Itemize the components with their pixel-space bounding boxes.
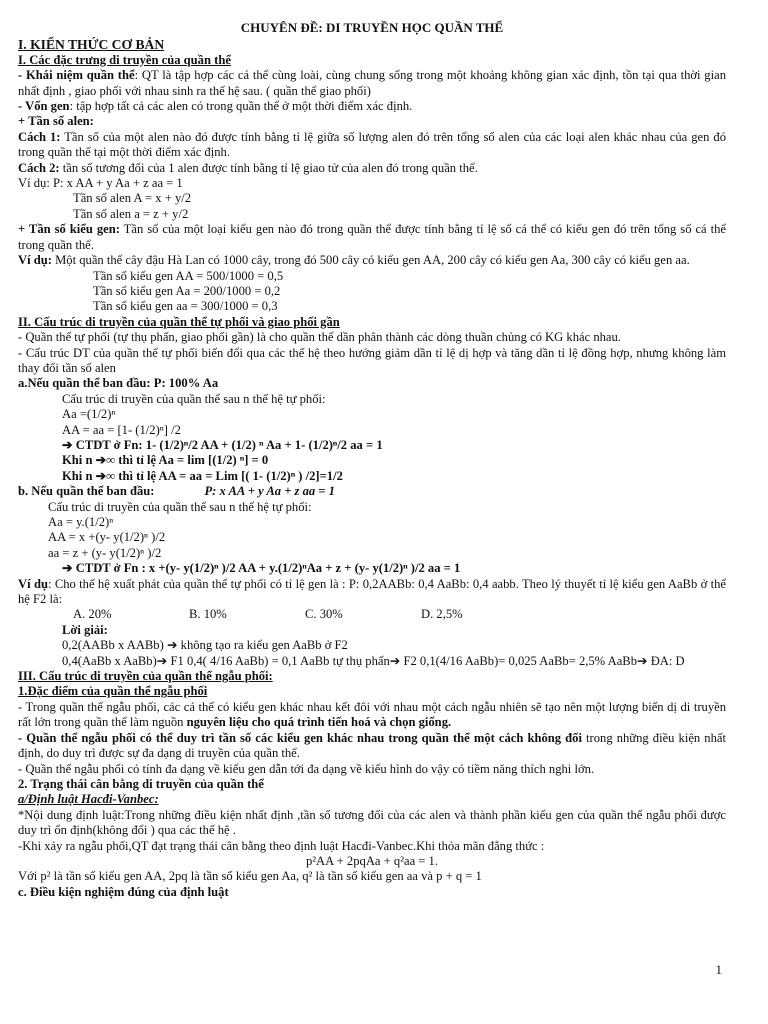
option-d: D. 2,5% xyxy=(421,607,463,622)
paragraph xyxy=(18,700,726,731)
subsection-heading: 2. Trạng thái cân bằng di truyền của quần thể xyxy=(18,776,264,791)
example-line: Ví dụ: P: x AA + y Aa + z aa = 1 xyxy=(18,176,183,191)
option-a: A. 20% xyxy=(73,607,112,622)
method-label: Cách 2: xyxy=(18,160,60,175)
term-label: + Tần số kiểu gen: xyxy=(18,222,120,237)
paragraph-cach-1 xyxy=(18,130,726,161)
paragraph-tan-so-kieu-gen xyxy=(18,222,726,253)
law-heading: a/Định luật Hacđi-Vanbec: xyxy=(18,792,159,807)
paragraph-von-gen xyxy=(18,99,726,114)
method-text: Tần số của một alen nào đó được tính bằng tỉ lệ giữa số lượng alen đó trên tổng số alen của các loại alen khác nhau của gen đó trong quần thể tại một thời điểm xác định. xyxy=(18,129,727,160)
page-title: CHUYÊN ĐỀ: DI TRUYỀN HỌC QUẦN THỂ xyxy=(240,20,504,35)
paragraph-text: trong những điều kiện nhất định, do duy trì được sự đa dạng di truyền của quần thể. xyxy=(18,730,726,761)
paragraph xyxy=(18,731,726,762)
formula-line: Tần số kiểu gen Aa = 200/1000 = 0,2 xyxy=(93,283,281,298)
paragraph: - Cấu trúc DT của quần thể tự phối biến đổi qua các thế hệ theo hướng giảm dần tỉ lệ dị hợp và tăng dần tỉ lệ đồng hợp, nhưng không làm thay đổi tần số alen xyxy=(18,345,726,375)
case-a-heading: a.Nếu quần thể ban đầu: P: 100% Aa xyxy=(18,376,219,391)
formula-line: Aa =(1/2)ⁿ xyxy=(62,407,116,422)
paragraph-quan-the xyxy=(18,68,726,99)
term-text: : tập hợp tất cả các alen có trong quần thể ở một thời điểm xác định. xyxy=(69,99,413,114)
heading-tan-so-alen: + Tần số alen: xyxy=(18,114,94,129)
formula-line: Aa = y.(1/2)ⁿ xyxy=(48,515,114,529)
formula-line: ➔ CTDT ở Fn : x +(y- y(1/2)ⁿ )/2 AA + y.(1/2)ⁿAa + z + (y- y(1/2)ⁿ )/2 aa = 1 xyxy=(62,561,461,576)
paragraph-cach-2 xyxy=(18,161,726,176)
example-label: Ví dụ xyxy=(18,576,48,591)
paragraph: - Quần thể tự phối (tự thụ phấn, giao phối gần) là cho quần thể dần phân thành các dòng thuần chủng có KG khác nhau. xyxy=(18,330,621,345)
formula-line: Khi n ➔∞ thì tỉ lệ AA = aa = Lim [( 1- (1/2)ⁿ ) /2]=1/2 xyxy=(62,468,343,483)
paragraph-example-3 xyxy=(18,577,726,608)
paragraph: *Nội dung định luật:Trong những điều kiện nhất định ,tần số tương đối của các alen và thành phần kiểu gen của quần thể ngẫu phối được duy trì ổn định(không đổi ) qua các thế hệ . xyxy=(18,807,726,838)
case-b-label: b. Nếu quần thể ban đầu: xyxy=(18,484,155,499)
solution-line: 0,2(AABb x AABb) ➔ không tạo ra kiểu gen AaBb ở F2 xyxy=(62,638,348,653)
term-text: : QT là tập hợp các cá thể cùng loài, cùng chung sống trong một khoảng không gian xác định, tồn tại qua thời gian nhất định , giao phối với nhau sinh ra thế hệ sau. ( quần thể giao phối) xyxy=(18,68,726,98)
paragraph: -Khi xảy ra ngẫu phối,QT đạt trạng thái cân bằng theo định luật Hacđi-Vanbec.Khi thỏa mãn đẳng thức : xyxy=(18,838,545,853)
option-c: C. 30% xyxy=(305,607,343,622)
term-text: Tần số của một loại kiểu gen nào đó trong quần thể được tính bằng tỉ lệ số cá thể có kiểu gen đó trên tổng số cá thể trong quần thể. xyxy=(18,222,727,252)
solution-line: 0,4(AaBb x AaBb)➔ F1 0,4( 4/16 AaBb) = 0,1 AaBb tự thụ phấn➔ F2 0,1(4/16 AaBb)= 0,025 AaBb= 2,5% AaBb➔ ĐA: D xyxy=(62,653,685,668)
formula-line: Tần số kiểu gen aa = 300/1000 = 0,3 xyxy=(93,299,278,314)
section-heading-2: II. Cấu trúc di truyền của quần thể tự phối và giao phối gần xyxy=(18,314,340,329)
section-heading-1: I. KIẾN THỨC CƠ BẢN xyxy=(18,37,165,53)
paragraph-example-2 xyxy=(18,253,726,268)
option-b: B. 10% xyxy=(189,607,227,622)
formula-line: Tần số alen a = z + y/2 xyxy=(73,206,189,221)
formula-line: AA = x +(y- y(1/2)ⁿ )/2 xyxy=(48,530,166,545)
formula-line: Tần số kiểu gen AA = 500/1000 = 0,5 xyxy=(93,268,284,283)
answer-options xyxy=(18,607,726,622)
section-heading-3: III. Cấu trúc di truyền của quần thể ngẫu phối: xyxy=(18,669,273,684)
solution-heading: Lời giải: xyxy=(62,622,108,637)
formula-line: aa = z + (y- y(1/2)ⁿ )/2 xyxy=(48,545,162,560)
hardy-weinberg-equation: p²AA + 2pqAa + q²aa = 1. xyxy=(305,853,439,868)
paragraph-text: - Trong quần thể ngẫu phối, các cá thể có kiểu gen khác nhau kết đôi với nhau một cách ngẫu nhiên sẽ tạo nên một lượng biến dị di truyền rất lớn trong quần thể làm nguồn xyxy=(18,699,726,730)
formula-line: Khi n ➔∞ thì tỉ lệ Aa = lim [(1/2) ⁿ] = 0 xyxy=(62,453,269,468)
case-b-heading xyxy=(18,484,726,499)
case-b-equation: P: x AA + y Aa + z aa = 1 xyxy=(204,484,335,499)
method-text: tần số tương đối của 1 alen được tính bằng tỉ lệ giao tử của alen đó trong quần thể. xyxy=(59,160,478,175)
term-label: - Khái niệm quần thể xyxy=(18,68,135,83)
formula-line: AA = aa = [1- (1/2)ⁿ] /2 xyxy=(62,422,181,437)
text-line: Cấu trúc di truyền của quần thể sau n thế hệ tự phối: xyxy=(48,499,312,514)
emphasis-text: - Quần thể ngẫu phối có thể duy trì tần số các kiểu gen khác nhau trong quần thể một cách không đổi xyxy=(18,730,582,745)
subsection-heading: 1.Đặc điểm của quần thể ngẫu phối xyxy=(18,684,208,699)
subsection-heading: I. Các đặc trưng di truyền của quần thể xyxy=(18,52,231,67)
method-label: Cách 1: xyxy=(18,129,61,144)
paragraph: - Quần thể ngẫu phối có tính đa dạng về kiểu gen dẫn tới đa dạng về kiểu hình do vậy có tiềm năng thích nghi lớn. xyxy=(18,761,595,776)
term-label: - Vốn gen xyxy=(18,99,70,114)
paragraph: Với p² là tần số kiểu gen AA, 2pq là tần số kiểu gen Aa, q² là tần số kiểu gen aa và p + q = 1 xyxy=(18,869,482,884)
example-label: Ví dụ: xyxy=(18,253,52,268)
subsection-heading: c. Điều kiện nghiệm đúng của định luật xyxy=(18,884,229,899)
text-line: Cấu trúc di truyền của quần thể sau n thế hệ tự phối: xyxy=(62,391,326,406)
example-text: Một quần thể cây đậu Hà Lan có 1000 cây, trong đó 500 cây có kiểu gen AA, 200 cây có kiểu gen Aa, 300 cây có kiểu gen aa. xyxy=(51,253,690,268)
formula-line: ➔ CTDT ở Fn: 1- (1/2)ⁿ/2 AA + (1/2) ⁿ Aa + 1- (1/2)ⁿ/2 aa = 1 xyxy=(62,437,383,452)
page-number: 1 xyxy=(715,962,722,977)
document-page xyxy=(18,20,726,900)
emphasis-text: nguyên liệu cho quá trình tiến hoá và chọn giống. xyxy=(186,715,452,730)
example-text: : Cho thế hệ xuất phát của quần thể tự phối có tỉ lệ gen là : P: 0,2AABb: 0,4 AaBb: 0,4 aabb. Theo lý thuyết tỉ lệ kiểu gen AaBb ở thế hệ F2 là: xyxy=(18,576,726,607)
formula-line: Tần số alen A = x + y/2 xyxy=(73,191,192,206)
